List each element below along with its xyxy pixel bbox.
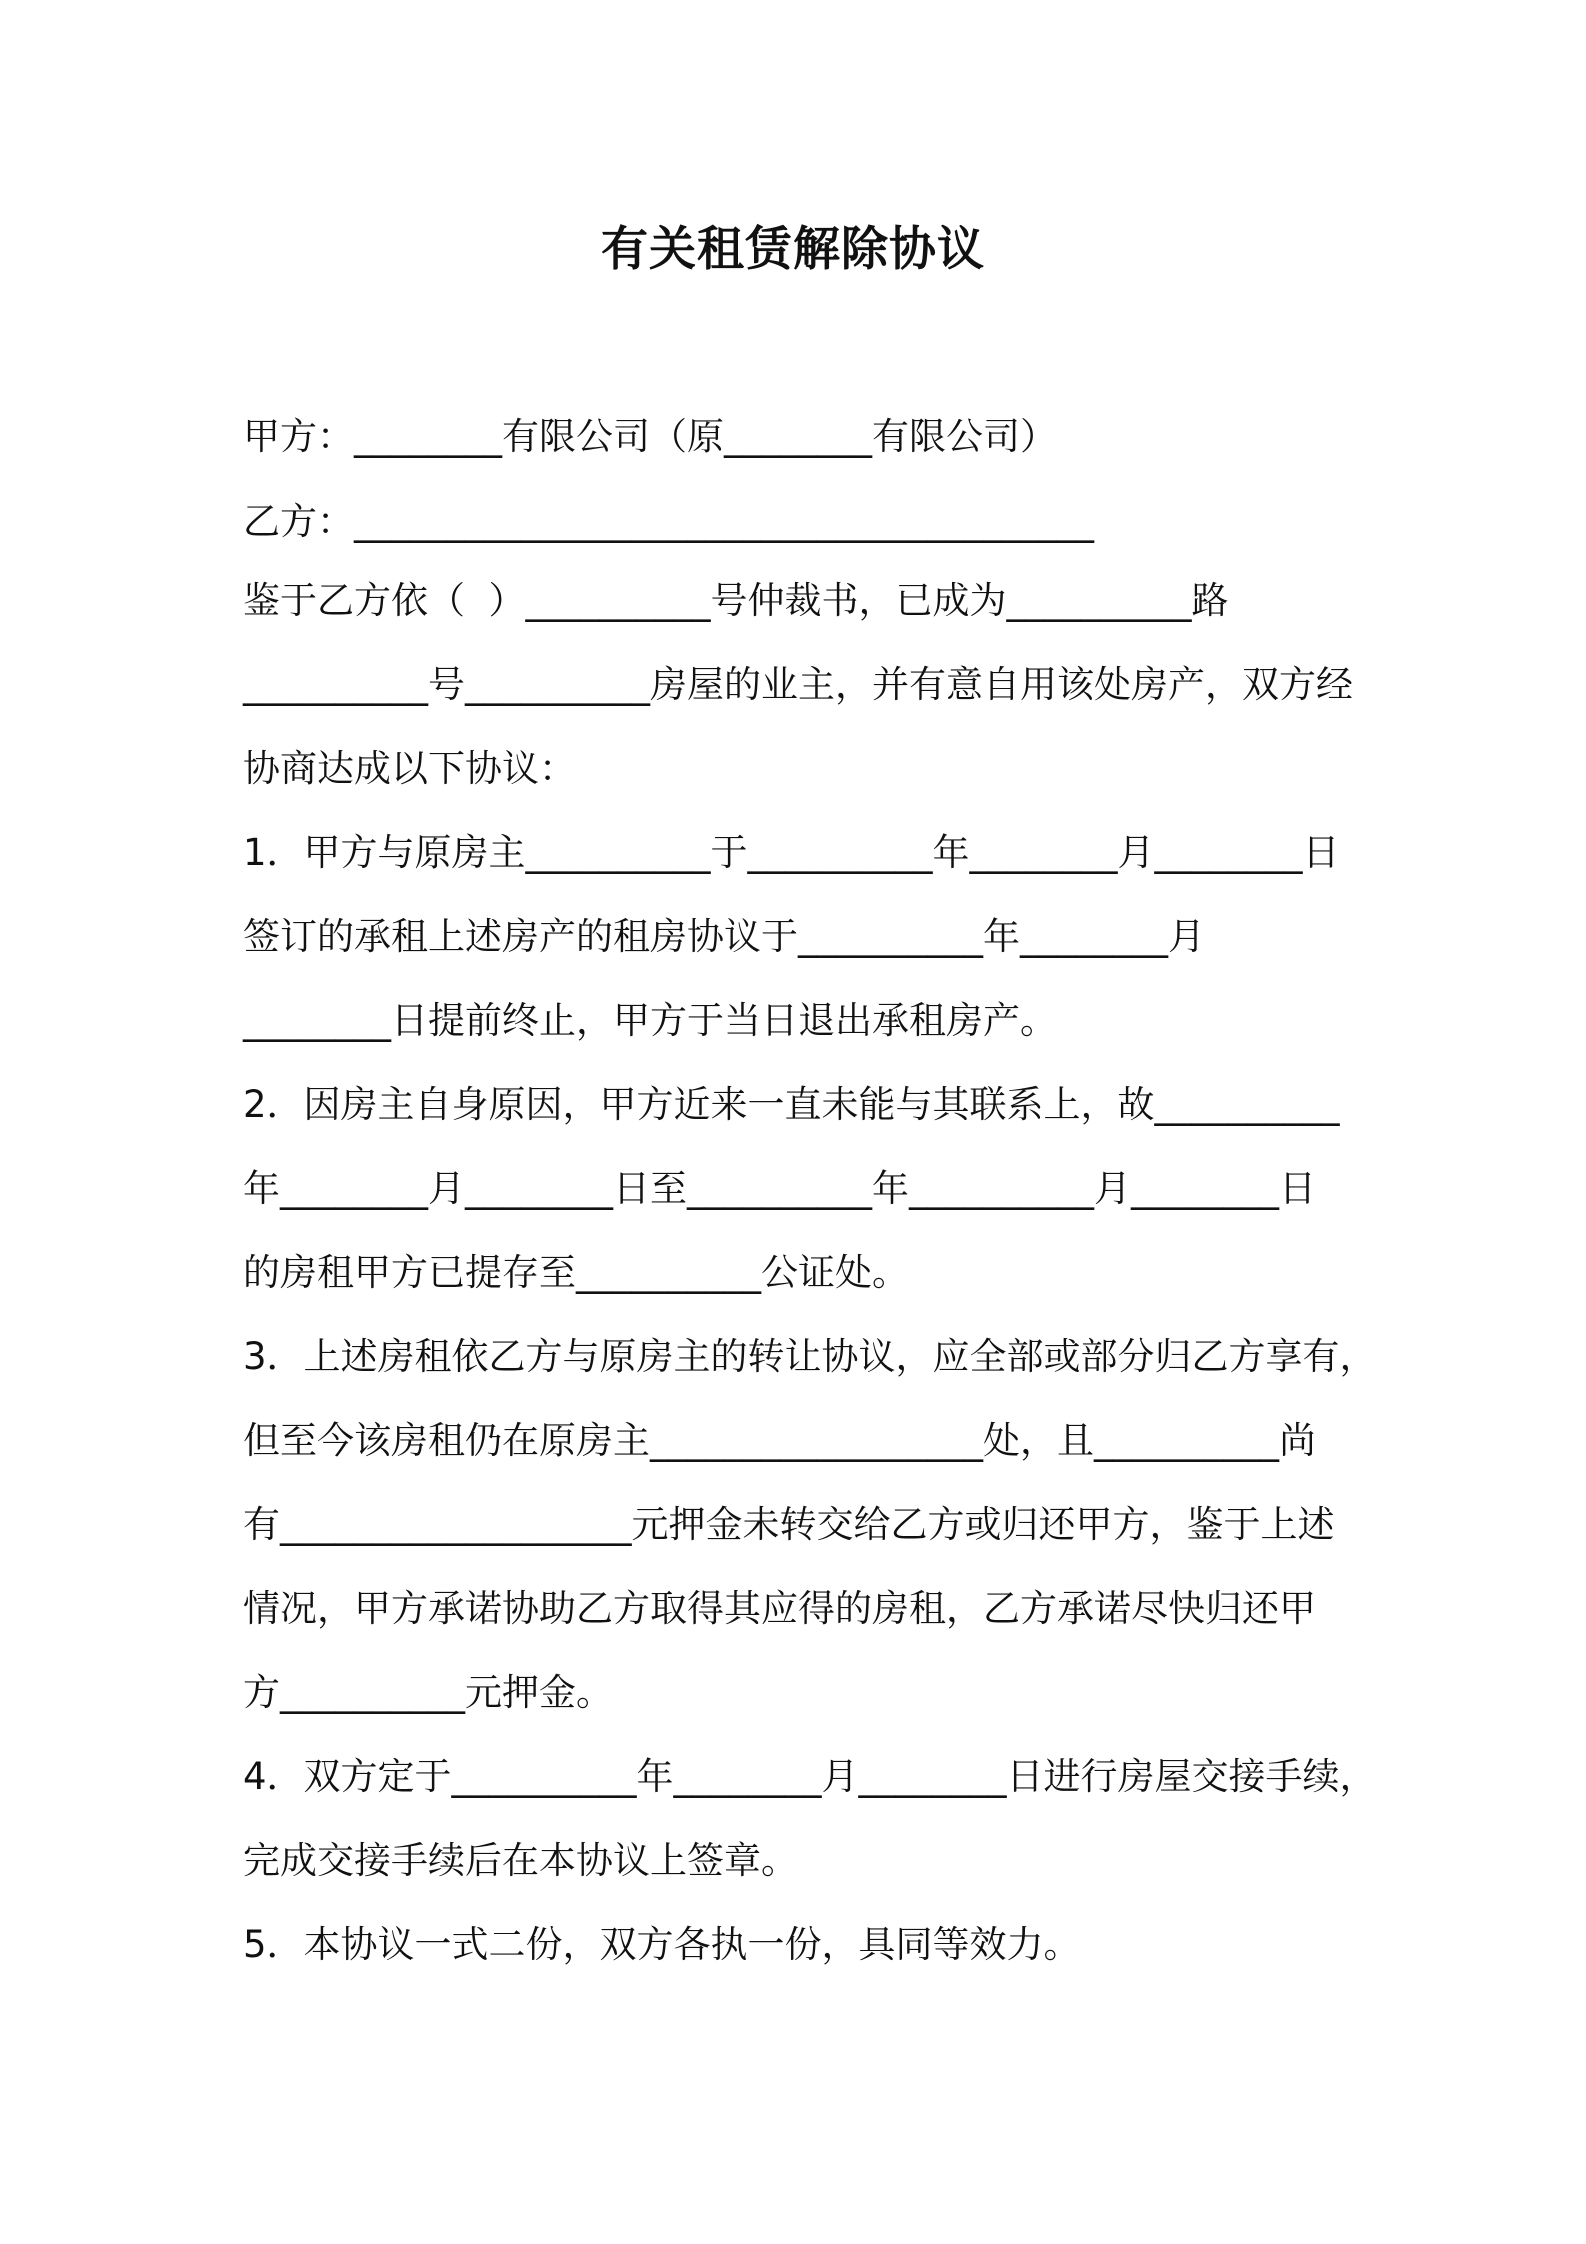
clause-3-line-3: 有___________________元押金未转交给乙方或归还甲方，鉴于上述: [243, 1503, 1335, 1546]
clause-1-line-1: 1．甲方与原房主__________于__________年________月________日: [243, 831, 1340, 874]
clause-2-line-1: 2．因房主自身原因，甲方近来一直未能与其联系上，故__________: [243, 1083, 1340, 1126]
clause-2-line-2: 年________月________日至__________年__________月________日: [243, 1167, 1316, 1210]
clause-3-line-2: 但至今该房租仍在原房主__________________处，且__________尚: [243, 1419, 1316, 1462]
clause-4-line-2: 完成交接手续后在本协议上签章。: [243, 1839, 798, 1882]
clause-3-line-5: 方__________元押金。: [243, 1671, 613, 1714]
preamble-line-1: 鉴于乙方依（ ）__________号仲裁书，已成为__________路: [243, 579, 1229, 622]
clause-3-line-4: 情况，甲方承诺协助乙方取得其应得的房租，乙方承诺尽快归还甲: [243, 1587, 1316, 1630]
clause-2-line-3: 的房租甲方已提存至__________公证处。: [243, 1251, 909, 1294]
clause-1-line-3: ________日提前终止，甲方于当日退出承租房产。: [243, 999, 1057, 1042]
clause-4-line-1: 4．双方定于__________年________月________日进行房屋交接手续，: [243, 1755, 1377, 1798]
preamble-line-2: __________号__________房屋的业主，并有意自用该处房产，双方经: [243, 663, 1353, 706]
document-title: 有关租赁解除协议: [601, 222, 985, 277]
party-b-line: 乙方：________________________________________: [243, 500, 1094, 543]
clause-3-line-1: 3．上述房租依乙方与原房主的转让协议，应全部或部分归乙方享有，: [243, 1335, 1377, 1378]
party-a-line: 甲方：________有限公司（原________有限公司）: [243, 415, 1057, 458]
clause-5-line-1: 5．本协议一式二份，双方各执一份，具同等效力。: [243, 1923, 1081, 1966]
preamble-line-3: 协商达成以下协议：: [243, 747, 576, 790]
clause-1-line-2: 签订的承租上述房产的租房协议于__________年________月: [243, 915, 1205, 958]
